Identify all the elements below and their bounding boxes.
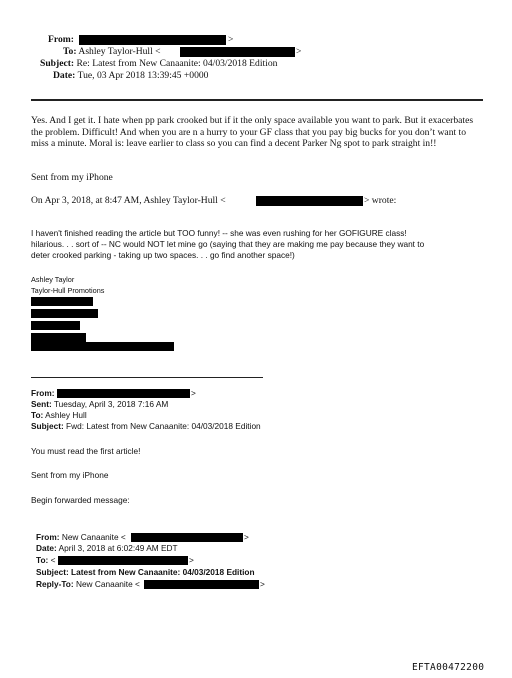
fwd1-to-label: To: — [31, 410, 44, 420]
reply-sent-from: Sent from my iPhone — [31, 172, 113, 183]
header-subject-row — [40, 58, 277, 70]
redaction-bar — [131, 533, 243, 542]
quoted-line-2: hilarious. . . sort of -- NC would NOT let mine go (saying that they are making me pay because they want to — [31, 239, 425, 249]
fwd1-from-row — [31, 388, 55, 399]
quote-intro-start: On Apr 3, 2018, at 8:47 AM, Ashley Taylor-Hull < — [31, 195, 226, 206]
header-from-row — [48, 34, 74, 46]
header-date-label: Date: — [53, 70, 76, 81]
redaction-bar — [79, 35, 226, 45]
redaction-bar — [31, 333, 86, 342]
fwd1-body-1: You must read the first article! — [31, 446, 141, 456]
fwd2-to-value: < — [50, 555, 56, 565]
fwd1-from-label: From: — [31, 388, 55, 398]
signature-name: Ashley Taylor — [31, 275, 75, 284]
fwd2-date-value: April 3, 2018 at 6:02:49 AM EDT — [58, 543, 178, 553]
fwd1-subject-value: Fwd: Latest from New Canaanite: 04/03/2018 Edition — [66, 421, 261, 431]
header-date-value: Tue, 03 Apr 2018 13:39:45 +0000 — [77, 70, 209, 81]
fwd2-replyto-row — [36, 579, 140, 590]
header-to-close: > — [296, 46, 302, 57]
fwd2-replyto-value: New Canaanite < — [75, 579, 140, 589]
forward-divider — [31, 377, 263, 378]
fwd2-subject-value: Latest from New Canaanite: 04/03/2018 Edition — [71, 567, 255, 577]
fwd2-replyto-close: > — [260, 579, 265, 589]
fwd1-sent-value: Tuesday, April 3, 2018 7:16 AM — [53, 399, 169, 409]
fwd1-body-3: Begin forwarded message: — [31, 495, 130, 505]
fwd1-from-close: > — [191, 388, 196, 398]
header-divider — [31, 99, 483, 101]
fwd2-date-label: Date: — [36, 543, 57, 553]
reply-body: Yes. And I get it. I hate when pp park crooked but if it the only space available you want to park. But it exacerbates the problem. Difficult! And when you are n a hurry to your GF class that you pay big bucks for you don’t want to miss a minute. Moral is: leave earlier to class so you can find a decent Parker Ng spot to park straight in!! — [31, 115, 474, 150]
fwd1-body-2: Sent from my iPhone — [31, 470, 109, 480]
fwd2-subject-row — [36, 567, 255, 578]
redaction-bar — [31, 342, 174, 351]
signature-company: Taylor-Hull Promotions — [31, 286, 105, 295]
fwd2-to-row — [36, 555, 55, 566]
fwd2-to-label: To: — [36, 555, 49, 565]
document-id: EFTA00472200 — [412, 662, 485, 673]
header-from-label: From: — [48, 34, 74, 45]
quote-intro-end: > wrote: — [364, 195, 397, 206]
fwd1-subject-label: Subject: — [31, 421, 64, 431]
redaction-bar — [180, 47, 295, 57]
fwd2-from-value: New Canaanite < — [61, 532, 126, 542]
header-subject-label: Subject: — [40, 58, 75, 69]
redaction-bar — [57, 389, 190, 398]
redaction-bar — [58, 556, 188, 565]
header-to-row — [63, 46, 161, 58]
header-subject-value: Re: Latest from New Canaanite: 04/03/2018 Edition — [76, 58, 278, 69]
fwd1-subject-row — [31, 421, 261, 432]
header-to-value: Ashley Taylor-Hull < — [78, 46, 161, 57]
header-from-close: > — [228, 34, 234, 45]
header-to-label: To: — [63, 46, 77, 57]
quoted-line-3: deter crooked parking - taking up two spaces. . . go find another space!) — [31, 250, 295, 260]
fwd2-to-close: > — [189, 555, 194, 565]
fwd2-date-row — [36, 543, 178, 554]
redaction-bar — [31, 321, 80, 330]
redaction-bar — [31, 297, 93, 306]
redaction-bar — [144, 580, 259, 589]
redaction-bar — [31, 309, 98, 318]
fwd1-sent-row — [31, 399, 168, 410]
fwd2-subject-label: Subject: — [36, 567, 69, 577]
fwd1-to-value: Ashley Hull — [45, 410, 87, 420]
fwd2-from-label: From: — [36, 532, 60, 542]
quoted-line-1: I haven't finished reading the article but TOO funny! -- she was even rushing for her GOFIGURE class! — [31, 228, 407, 238]
redaction-bar — [256, 196, 363, 206]
fwd1-to-row — [31, 410, 87, 421]
fwd2-from-close: > — [244, 532, 249, 542]
fwd1-sent-label: Sent: — [31, 399, 52, 409]
fwd2-replyto-label: Reply-To: — [36, 579, 74, 589]
header-date-row — [53, 70, 208, 82]
fwd2-from-row — [36, 532, 126, 543]
